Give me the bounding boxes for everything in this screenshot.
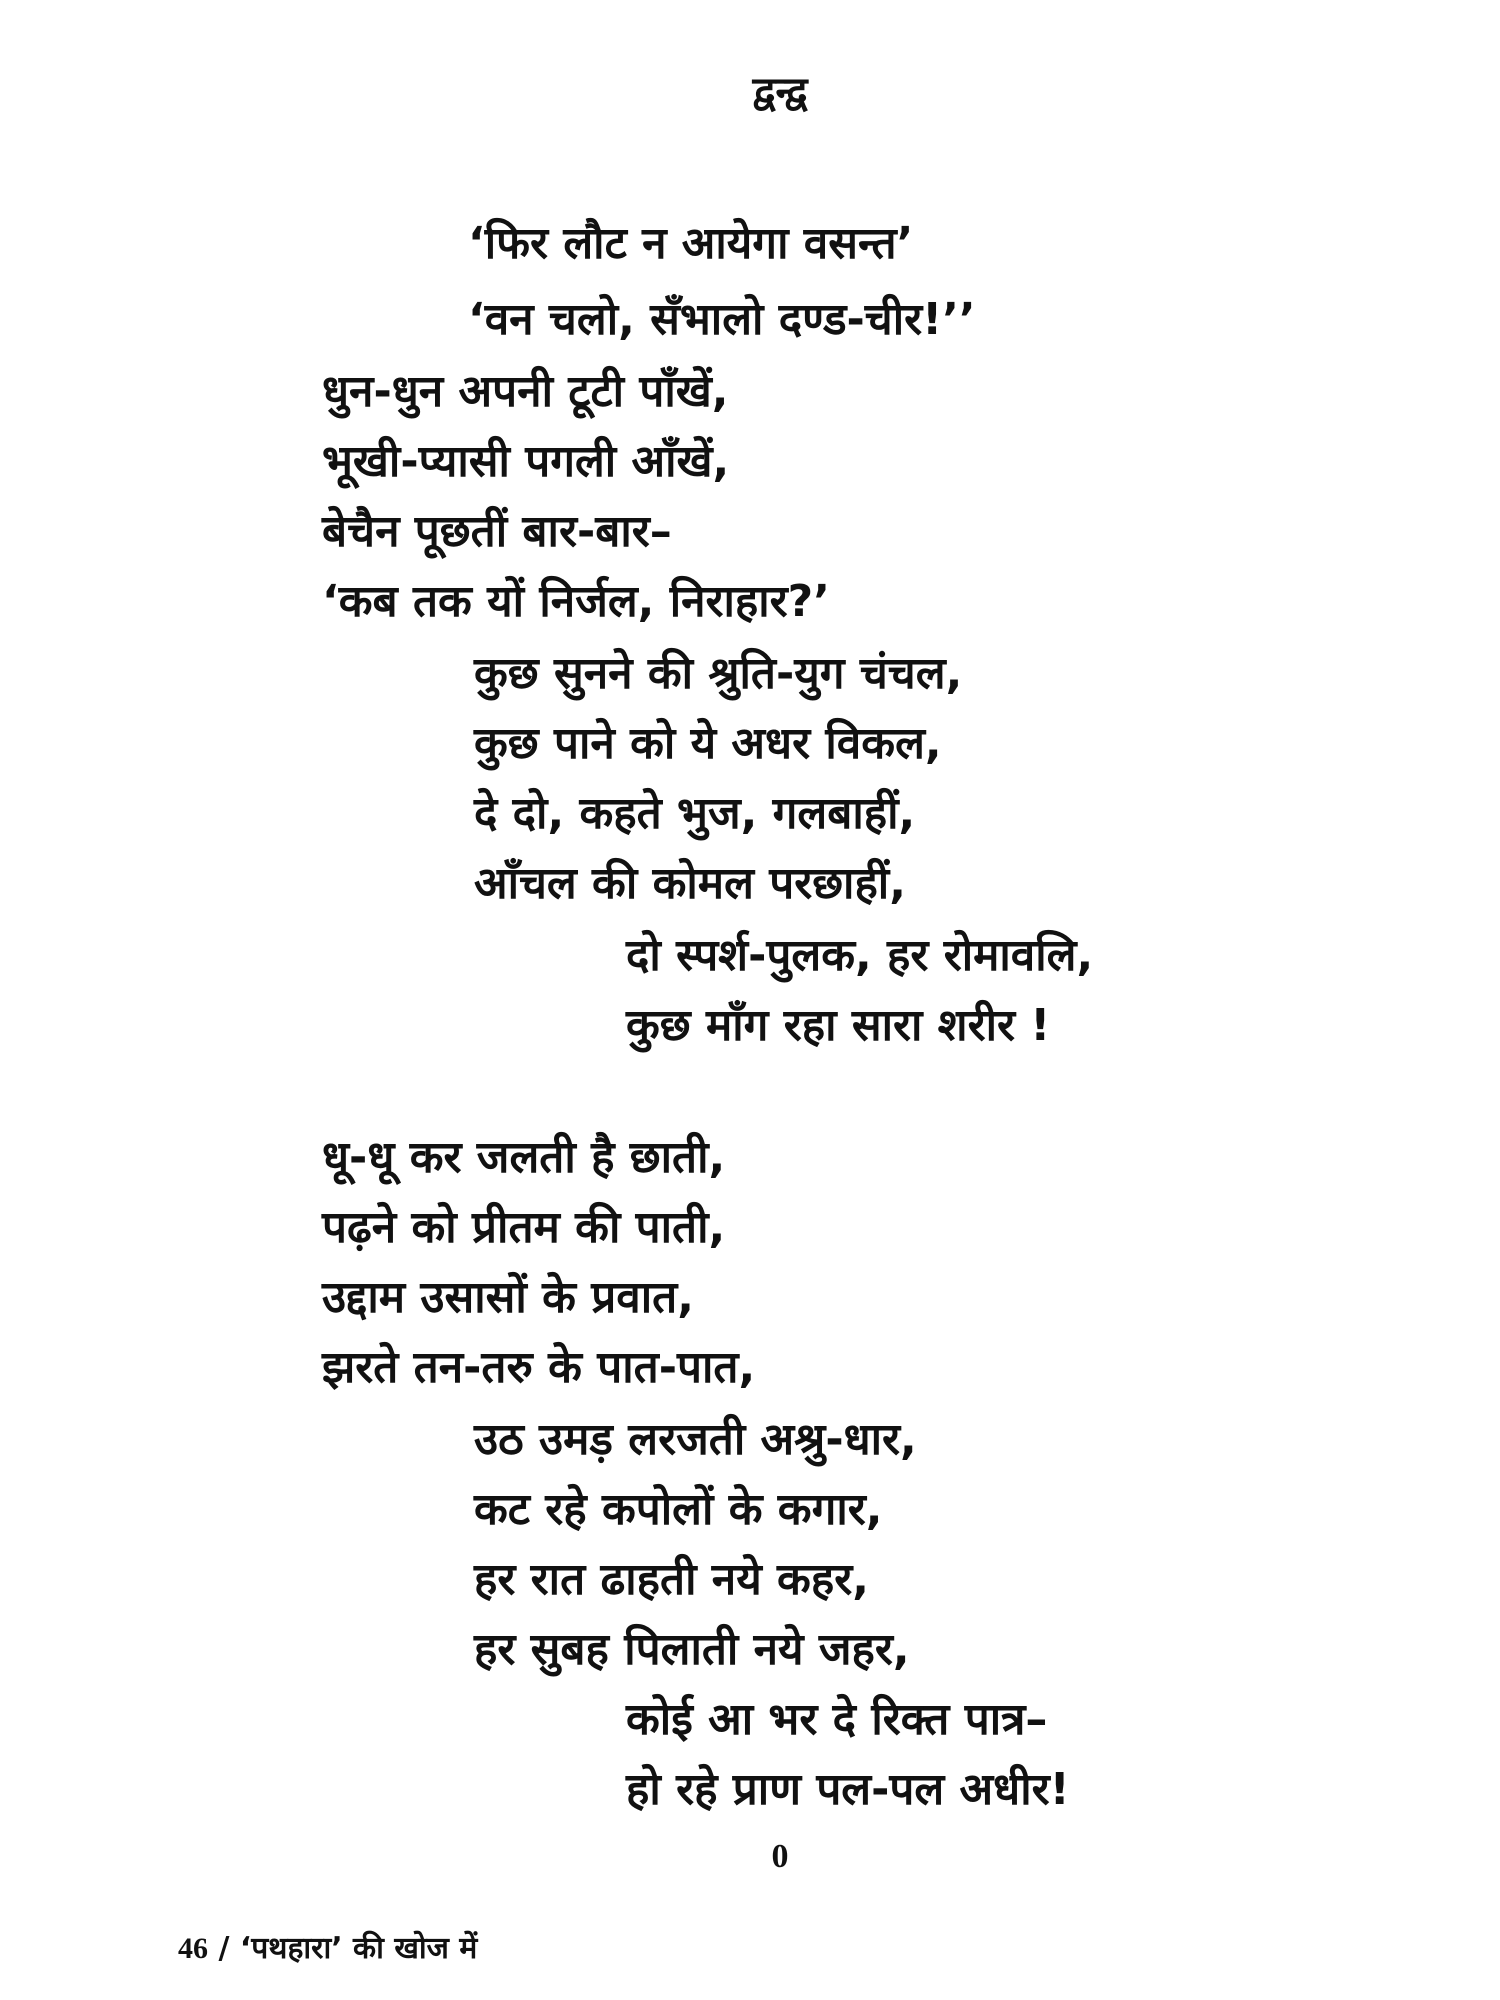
poem-line: हो रहे प्राण पल-पल अधीर! xyxy=(626,1764,1070,1815)
poem-line: धुन-धुन अपनी टूटी पाँखें, xyxy=(322,366,729,417)
poem-line: ‘फिर लौट न आयेगा वसन्त’ xyxy=(468,218,914,269)
page-title: द्वन्द्व xyxy=(752,69,808,115)
poem-line: ‘कब तक यों निर्जल, निराहार?’ xyxy=(322,576,830,627)
footer-separator: / xyxy=(218,1931,230,1966)
page-number: 46 xyxy=(178,1932,208,1965)
poem-line: कुछ सुनने की श्रुति-युग चंचल, xyxy=(474,648,963,699)
poem-line: कुछ पाने को ये अधर विकल, xyxy=(474,718,942,769)
book-title: ‘पथहारा’ की खोज में xyxy=(239,1931,478,1966)
end-mark: 0 xyxy=(771,1838,789,1875)
page-footer xyxy=(178,1926,477,1967)
poem-line: धू-धू कर जलती है छाती, xyxy=(322,1132,726,1183)
poem-line: दो स्पर्श-पुलक, हर रोमावलि, xyxy=(626,930,1094,981)
poem-line: भूखी-प्यासी पगली आँखें, xyxy=(322,436,730,487)
poem-line: उठ उमड़ लरजती अश्रु-धार, xyxy=(474,1414,917,1465)
poem-line: ‘वन चलो, सँभालो दण्ड-चीर!’’ xyxy=(468,294,976,345)
poem-line: कुछ माँग रहा सारा शरीर ! xyxy=(626,1000,1051,1051)
poem-line: कोई आ भर दे रिक्त पात्र– xyxy=(626,1694,1048,1745)
poem-line: बेचैन पूछतीं बार-बार– xyxy=(322,506,672,557)
poem-line: झरते तन-तरु के पात-पात, xyxy=(322,1342,756,1393)
poem-line: हर रात ढाहती नये कहर, xyxy=(474,1554,869,1605)
poem-line: दे दो, कहते भुज, गलबाहीं, xyxy=(474,788,916,839)
poem-line: आँचल की कोमल परछाहीं, xyxy=(474,858,906,909)
poem-line: पढ़ने को प्रीतम की पाती, xyxy=(322,1202,726,1253)
poem-line: कट रहे कपोलों के कगार, xyxy=(474,1484,883,1535)
poem-line: उद्दाम उसासों के प्रवात, xyxy=(322,1272,694,1323)
poem-line: हर सुबह पिलाती नये जहर, xyxy=(474,1624,910,1675)
